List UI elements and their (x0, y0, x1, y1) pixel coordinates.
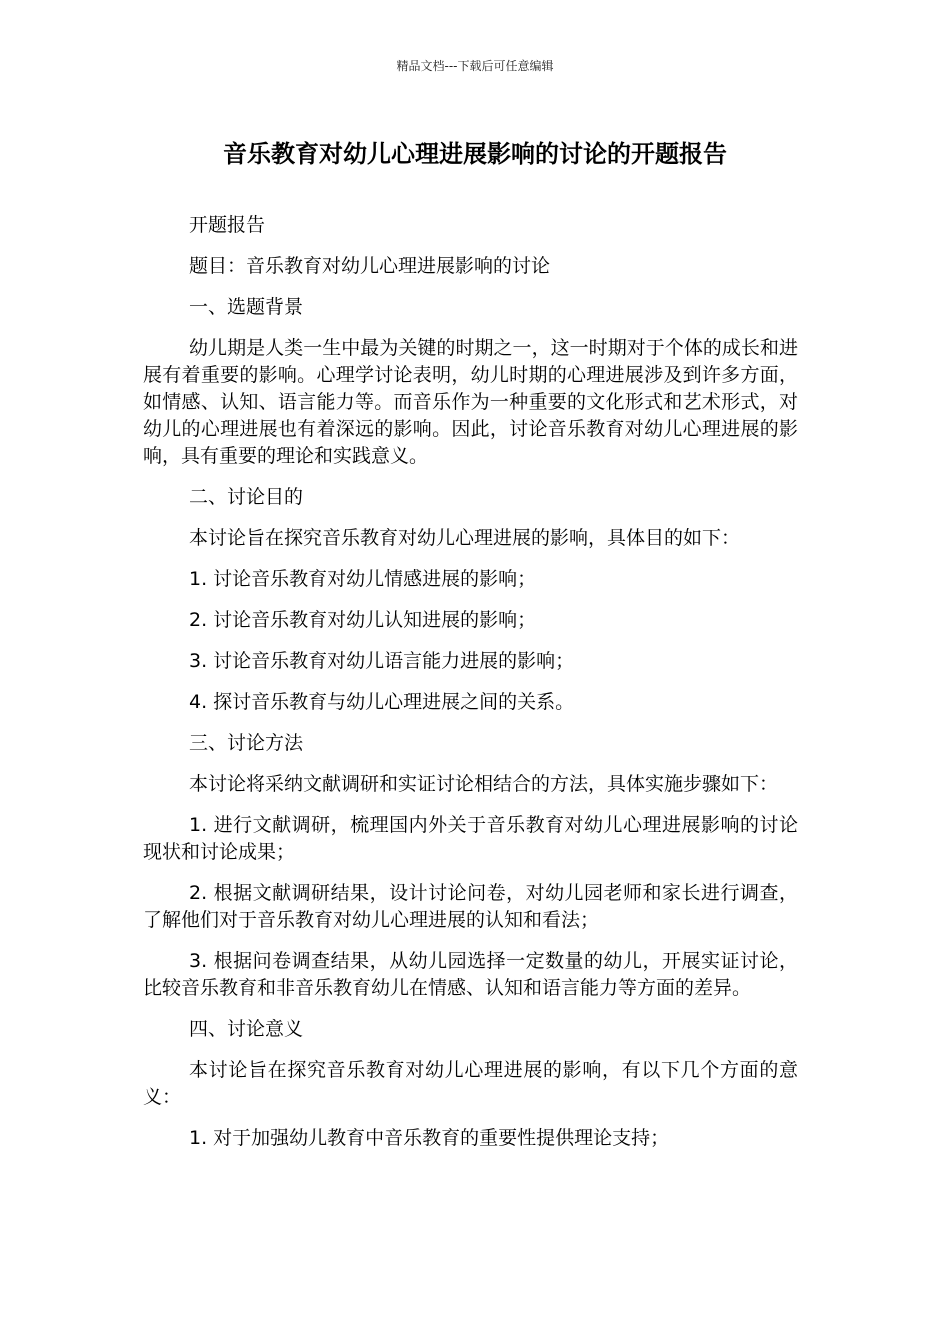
section-heading: 二、讨论目的 (189, 486, 304, 508)
list-item: 2. 讨论音乐教育对幼儿认知进展的影响； (189, 609, 537, 631)
paragraph: 幼儿期是人类一生中最为关键的时期之一，这一时期对于个体的成长和进展有着重要的影响。心理学讨论表明，幼儿时期的心理进展涉及到许多方面，如情感、认知、语言能力等。而音乐作为一种重要的文化形式和艺术形式，对幼儿的心理进展也有着深远的影响。因此，讨论音乐教育对幼儿心理进展的影响，具有重要的理论和实践意义。 (143, 337, 798, 467)
list-item: 3. 根据问卷调查结果，从幼儿园选择一定数量的幼儿，开展实证讨论，比较音乐教育和非音乐教育幼儿在情感、认知和语言能力等方面的差异。 (143, 950, 798, 999)
document-title: 音乐教育对幼儿心理进展影响的讨论的开题报告 (223, 140, 727, 168)
document-body (143, 212, 798, 1166)
section-heading: 四、讨论意义 (189, 1018, 304, 1040)
paragraph: 本讨论旨在探究音乐教育对幼儿心理进展的影响，具体目的如下： (189, 527, 741, 549)
paragraph: 本讨论将采纳文献调研和实证讨论相结合的方法，具体实施步骤如下： (189, 773, 779, 795)
header-note: 精品文档---下载后可任意编辑 (396, 59, 554, 73)
section-heading: 一、选题背景 (189, 296, 304, 318)
paragraph: 题目：音乐教育对幼儿心理进展影响的讨论 (189, 255, 551, 277)
section-heading: 三、讨论方法 (189, 732, 304, 754)
list-item: 1. 对于加强幼儿教育中音乐教育的重要性提供理论支持； (189, 1127, 670, 1149)
list-item: 3. 讨论音乐教育对幼儿语言能力进展的影响； (189, 650, 575, 672)
list-item: 4. 探讨音乐教育与幼儿心理进展之间的关系。 (189, 691, 575, 713)
list-item: 1. 进行文献调研，梳理国内外关于音乐教育对幼儿心理进展影响的讨论现状和讨论成果； (143, 814, 798, 863)
paragraph: 开题报告 (189, 214, 266, 236)
list-item: 1. 讨论音乐教育对幼儿情感进展的影响； (189, 568, 537, 590)
paragraph: 本讨论旨在探究音乐教育对幼儿心理进展的影响，有以下几个方面的意义： (143, 1059, 798, 1108)
list-item: 2. 根据文献调研结果，设计讨论问卷，对幼儿园老师和家长进行调查，了解他们对于音乐教育对幼儿心理进展的认知和看法； (143, 882, 798, 931)
